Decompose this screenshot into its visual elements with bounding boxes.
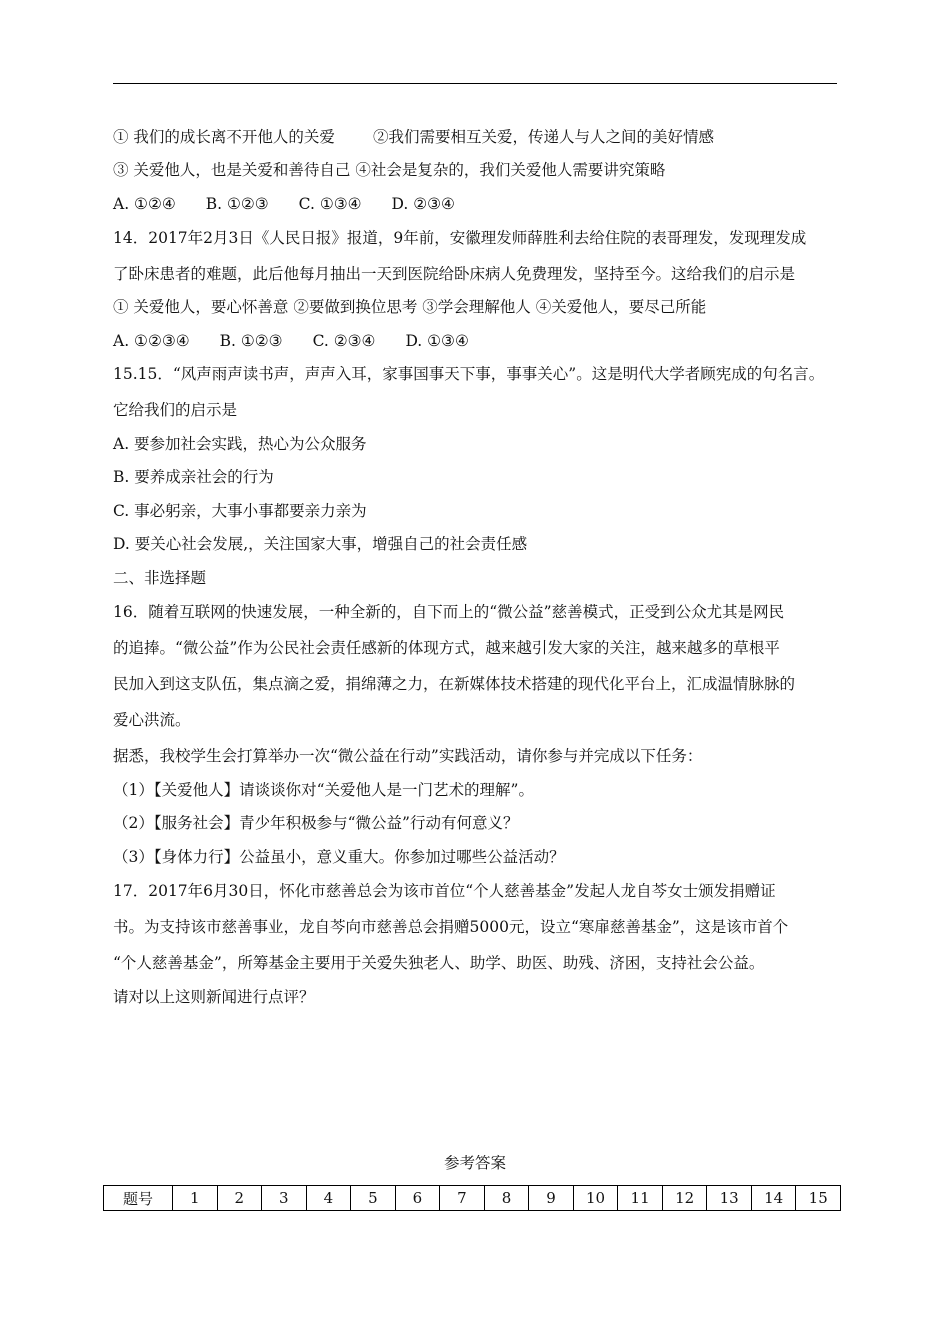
q17-stem-line-2: 书。为支持该市慈善事业，龙自芩向市慈善总会捐赠5000元，设立“寒扉慈善基金”，这是该市首个 <box>113 918 789 936</box>
choice-b: B. ①②③ <box>219 332 283 350</box>
table-cell: 2 <box>217 1186 262 1211</box>
section-heading: 二、非选择题 <box>113 569 207 587</box>
choice-c: C. ②③④ <box>312 332 376 350</box>
table-cell: 13 <box>707 1186 752 1211</box>
q13-choices <box>113 194 455 214</box>
q13-options-line-2: ③ 关爱他人，也是关爱和善待自己 ④社会是复杂的，我们关爱他人需要讲究策略 <box>113 161 666 179</box>
q15-option-a: A. 要参加社会实践，热心为公众服务 <box>113 435 367 453</box>
q16-stem-line-5: 据悉，我校学生会打算举办一次“微公益在行动”实践活动，请你参与并完成以下任务： <box>113 747 703 765</box>
answer-key-table <box>103 1185 841 1211</box>
table-cell: 5 <box>351 1186 396 1211</box>
choice-d: D. ①③④ <box>405 332 469 350</box>
q13-option-2: ②我们需要相互关爱，传递人与人之间的美好情感 <box>372 128 714 146</box>
table-cell: 14 <box>751 1186 796 1211</box>
q15-stem-line-2: 它给我们的启示是 <box>113 401 238 419</box>
q15-stem-line-1: 15.15．“风声雨声读书声，声声入耳，家事国事天下事，事事关心”。这是明代大学者顾宪成的句名言。 <box>113 365 825 383</box>
table-row <box>104 1186 841 1211</box>
q14-choices <box>113 331 469 351</box>
q17-stem-line-4: 请对以上这则新闻进行点评？ <box>113 988 315 1006</box>
table-cell: 3 <box>262 1186 307 1211</box>
answer-key-title: 参考答案 <box>443 1154 506 1172</box>
q16-task-2: （2）【服务社会】青少年积极参与“微公益”行动有何意义？ <box>113 814 519 832</box>
q13-option-1: ① 我们的成长离不开他人的关爱 <box>113 128 335 146</box>
table-header-cell: 题号 <box>104 1186 173 1211</box>
table-cell: 11 <box>618 1186 663 1211</box>
choice-a: A. ①②③④ <box>113 332 190 350</box>
header-rule <box>113 83 837 84</box>
table-cell: 1 <box>173 1186 218 1211</box>
q15-option-c: C. 事必躬亲，大事小事都要亲力亲为 <box>113 502 367 520</box>
choice-b: B. ①②③ <box>205 195 269 213</box>
q14-stem-line-1: 14．2017年2月3日《人民日报》报道，9年前，安徽理发师薛胜利去给住院的表哥理发，发现理发成 <box>113 229 807 247</box>
choice-c: C. ①③④ <box>298 195 362 213</box>
q13-options-line-1 <box>113 127 714 147</box>
q16-stem-line-1: 16．随着互联网的快速发展，一种全新的，自下而上的“微公益”慈善模式，正受到公众尤其是网民 <box>113 603 785 621</box>
table-cell: 4 <box>306 1186 351 1211</box>
table-cell: 8 <box>484 1186 529 1211</box>
q16-task-3: （3）【身体力行】公益虽小，意义重大。你参加过哪些公益活动？ <box>113 848 565 866</box>
choice-d: D. ②③④ <box>391 195 455 213</box>
q17-stem-line-1: 17．2017年6月30日，怀化市慈善总会为该市首位“个人慈善基金”发起人龙自芩女士颁发捐赠证 <box>113 882 776 900</box>
q16-stem-line-2: 的追捧。“微公益”作为公民社会责任感新的体现方式，越来越引发大家的关注，越来越多的草根平 <box>113 639 780 657</box>
table-cell: 9 <box>529 1186 574 1211</box>
q16-task-1: （1）【关爱他人】请谈谈你对“关爱他人是一门艺术的理解”。 <box>113 781 534 799</box>
q16-stem-line-3: 民加入到这支队伍，集点滴之爱，捐绵薄之力，在新媒体技术搭建的现代化平台上，汇成温情脉脉的 <box>113 675 796 693</box>
table-cell: 6 <box>395 1186 440 1211</box>
table-cell: 15 <box>796 1186 841 1211</box>
q17-stem-line-3: “个人慈善基金”，所筹基金主要用于关爱失独老人、助学、助医、助残、济困，支持社会公益。 <box>113 954 765 972</box>
q14-options: ① 关爱他人，要心怀善意 ②要做到换位思考 ③学会理解他人 ④关爱他人，要尽己所能 <box>113 298 707 316</box>
q16-stem-line-4: 爱心洪流。 <box>113 711 191 729</box>
table-cell: 10 <box>573 1186 618 1211</box>
choice-a: A. ①②④ <box>113 195 176 213</box>
table-cell: 12 <box>662 1186 707 1211</box>
q15-option-b: B. 要养成亲社会的行为 <box>113 468 274 486</box>
q15-option-d: D. 要关心社会发展,，关注国家大事，增强自己的社会责任感 <box>113 535 528 553</box>
q14-stem-line-2: 了卧床患者的难题，此后他每月抽出一天到医院给卧床病人免费理发，坚持至今。这给我们的启示是 <box>113 265 796 283</box>
table-cell: 7 <box>440 1186 485 1211</box>
